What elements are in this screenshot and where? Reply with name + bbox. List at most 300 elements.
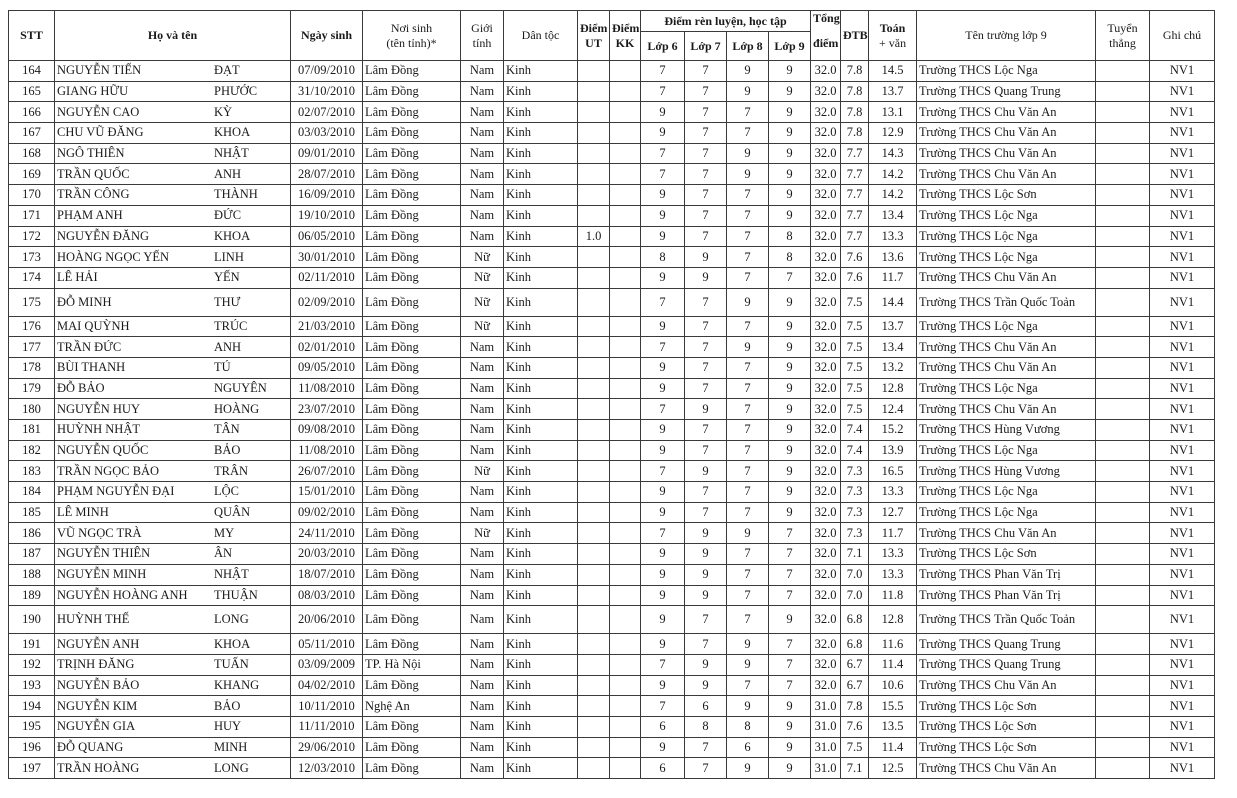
cell-truong: Trường THCS Quang Trung bbox=[917, 654, 1096, 675]
cell-lop9: 7 bbox=[769, 267, 811, 288]
cell-ngay-sinh: 31/10/2010 bbox=[291, 81, 363, 102]
col-diem-kk bbox=[610, 11, 641, 61]
cell-ten: TÂN bbox=[214, 422, 240, 437]
cell-ho-ten bbox=[55, 634, 291, 655]
table-row bbox=[9, 143, 1215, 164]
cell-dtb: 7.5 bbox=[841, 288, 869, 316]
cell-ho: NGUYỄN HOÀNG ANH bbox=[57, 587, 188, 602]
cell-ngay-sinh: 23/07/2010 bbox=[291, 399, 363, 420]
cell-diem-ut bbox=[578, 482, 610, 503]
col-lop6: Lớp 6 bbox=[641, 32, 685, 61]
cell-dan-toc: Kinh bbox=[504, 81, 578, 102]
cell-lop6: 9 bbox=[641, 634, 685, 655]
cell-ten: TRÚC bbox=[214, 318, 248, 333]
table-row bbox=[9, 226, 1215, 247]
cell-dtb: 7.8 bbox=[841, 102, 869, 123]
cell-tuyen-thang bbox=[1096, 606, 1150, 634]
cell-gioi-tinh: Nam bbox=[461, 758, 504, 779]
cell-truong: Trường THCS Phan Văn Trị bbox=[917, 585, 1096, 606]
cell-lop9: 7 bbox=[769, 634, 811, 655]
cell-ten: KHOA bbox=[214, 636, 251, 651]
cell-lop8: 7 bbox=[727, 461, 769, 482]
cell-truong: Trường THCS Lộc Sơn bbox=[917, 185, 1096, 206]
cell-ten: KHANG bbox=[214, 677, 260, 692]
cell-noi-sinh: Lâm Đồng bbox=[363, 482, 461, 503]
cell-toan-van: 15.2 bbox=[869, 420, 917, 441]
cell-truong: Trường THCS Lộc Nga bbox=[917, 316, 1096, 337]
cell-diem-kk bbox=[610, 185, 641, 206]
cell-gioi-tinh: Nam bbox=[461, 654, 504, 675]
cell-ho: BÙI THANH bbox=[57, 360, 126, 375]
cell-ho: TRẦN QUỐC bbox=[57, 166, 130, 181]
cell-ten: LONG bbox=[214, 760, 249, 775]
col-gioi-tinh-line2: tính bbox=[472, 35, 492, 50]
cell-stt: 181 bbox=[9, 420, 55, 441]
cell-ho: NGUYỄN TIẾN bbox=[57, 63, 142, 78]
cell-lop6: 9 bbox=[641, 585, 685, 606]
cell-ngay-sinh: 20/03/2010 bbox=[291, 544, 363, 565]
cell-tong-diem: 32.0 bbox=[811, 337, 841, 358]
cell-tuyen-thang bbox=[1096, 502, 1150, 523]
cell-truong: Trường THCS Lộc Nga bbox=[917, 226, 1096, 247]
cell-diem-ut bbox=[578, 758, 610, 779]
cell-lop7: 7 bbox=[685, 164, 727, 185]
cell-lop9: 9 bbox=[769, 420, 811, 441]
cell-ghi-chu: NV1 bbox=[1150, 440, 1215, 461]
cell-ngay-sinh: 28/07/2010 bbox=[291, 164, 363, 185]
cell-ngay-sinh: 03/03/2010 bbox=[291, 123, 363, 144]
cell-noi-sinh: Lâm Đồng bbox=[363, 357, 461, 378]
cell-lop6: 9 bbox=[641, 564, 685, 585]
cell-diem-kk bbox=[610, 337, 641, 358]
table-row bbox=[9, 399, 1215, 420]
cell-dtb: 7.3 bbox=[841, 502, 869, 523]
cell-ngay-sinh: 20/06/2010 bbox=[291, 606, 363, 634]
cell-lop6: 6 bbox=[641, 758, 685, 779]
cell-diem-ut bbox=[578, 143, 610, 164]
cell-tong-diem: 32.0 bbox=[811, 81, 841, 102]
cell-stt: 173 bbox=[9, 247, 55, 268]
cell-ngay-sinh: 16/09/2010 bbox=[291, 185, 363, 206]
cell-diem-kk bbox=[610, 123, 641, 144]
cell-stt: 194 bbox=[9, 696, 55, 717]
cell-ghi-chu: NV1 bbox=[1150, 205, 1215, 226]
cell-gioi-tinh: Nam bbox=[461, 378, 504, 399]
cell-lop8: 9 bbox=[727, 81, 769, 102]
cell-lop8: 9 bbox=[727, 696, 769, 717]
cell-ho-ten bbox=[55, 654, 291, 675]
cell-stt: 174 bbox=[9, 267, 55, 288]
cell-stt: 166 bbox=[9, 102, 55, 123]
cell-lop9: 9 bbox=[769, 337, 811, 358]
cell-dan-toc: Kinh bbox=[504, 737, 578, 758]
cell-ho: MAI QUỲNH bbox=[57, 318, 130, 333]
cell-tong-diem: 32.0 bbox=[811, 164, 841, 185]
cell-ho-ten bbox=[55, 523, 291, 544]
cell-diem-ut bbox=[578, 606, 610, 634]
cell-diem-kk bbox=[610, 564, 641, 585]
cell-toan-van: 13.5 bbox=[869, 716, 917, 737]
cell-ghi-chu: NV1 bbox=[1150, 716, 1215, 737]
cell-dtb: 7.0 bbox=[841, 585, 869, 606]
cell-lop9: 9 bbox=[769, 716, 811, 737]
cell-ghi-chu: NV1 bbox=[1150, 420, 1215, 441]
cell-ten: LINH bbox=[214, 249, 244, 264]
cell-ten: NHẬT bbox=[214, 567, 249, 582]
cell-diem-ut bbox=[578, 696, 610, 717]
cell-lop9: 7 bbox=[769, 564, 811, 585]
cell-lop7: 7 bbox=[685, 81, 727, 102]
cell-lop6: 9 bbox=[641, 502, 685, 523]
cell-lop8: 7 bbox=[727, 585, 769, 606]
cell-toan-van: 13.3 bbox=[869, 226, 917, 247]
cell-tuyen-thang bbox=[1096, 316, 1150, 337]
cell-lop9: 9 bbox=[769, 288, 811, 316]
table-row bbox=[9, 675, 1215, 696]
col-lop8: Lớp 8 bbox=[727, 32, 769, 61]
cell-ghi-chu: NV1 bbox=[1150, 226, 1215, 247]
cell-diem-kk bbox=[610, 482, 641, 503]
cell-tuyen-thang bbox=[1096, 337, 1150, 358]
cell-toan-van: 12.8 bbox=[869, 378, 917, 399]
cell-diem-ut bbox=[578, 675, 610, 696]
cell-tuyen-thang bbox=[1096, 226, 1150, 247]
cell-lop9: 9 bbox=[769, 316, 811, 337]
cell-gioi-tinh: Nữ bbox=[461, 267, 504, 288]
cell-diem-ut bbox=[578, 378, 610, 399]
cell-ho-ten bbox=[55, 544, 291, 565]
cell-ngay-sinh: 08/03/2010 bbox=[291, 585, 363, 606]
cell-stt: 167 bbox=[9, 123, 55, 144]
col-dan-toc: Dân tộc bbox=[504, 11, 578, 61]
cell-dtb: 7.6 bbox=[841, 247, 869, 268]
cell-diem-ut bbox=[578, 654, 610, 675]
cell-toan-van: 13.4 bbox=[869, 205, 917, 226]
cell-ngay-sinh: 07/09/2010 bbox=[291, 61, 363, 82]
cell-dan-toc: Kinh bbox=[504, 205, 578, 226]
cell-diem-kk bbox=[610, 585, 641, 606]
cell-dan-toc: Kinh bbox=[504, 696, 578, 717]
cell-noi-sinh: Lâm Đồng bbox=[363, 737, 461, 758]
table-row bbox=[9, 564, 1215, 585]
cell-lop6: 9 bbox=[641, 420, 685, 441]
cell-ngay-sinh: 11/08/2010 bbox=[291, 440, 363, 461]
cell-toan-van: 11.7 bbox=[869, 267, 917, 288]
table-row bbox=[9, 81, 1215, 102]
cell-lop9: 9 bbox=[769, 461, 811, 482]
col-noi-sinh-line1: Nơi sinh bbox=[390, 20, 433, 35]
cell-lop8: 7 bbox=[727, 123, 769, 144]
cell-lop8: 7 bbox=[727, 185, 769, 206]
cell-tong-diem: 32.0 bbox=[811, 523, 841, 544]
cell-stt: 164 bbox=[9, 61, 55, 82]
cell-ten: LONG bbox=[214, 612, 249, 627]
cell-toan-van: 14.2 bbox=[869, 164, 917, 185]
cell-dtb: 7.7 bbox=[841, 143, 869, 164]
cell-ghi-chu: NV1 bbox=[1150, 606, 1215, 634]
cell-lop9: 7 bbox=[769, 654, 811, 675]
cell-lop7: 7 bbox=[685, 440, 727, 461]
cell-noi-sinh: Nghệ An bbox=[363, 696, 461, 717]
cell-lop9: 8 bbox=[769, 247, 811, 268]
table-header bbox=[9, 11, 1215, 61]
cell-ten: BẢO bbox=[214, 443, 241, 458]
cell-lop9: 9 bbox=[769, 378, 811, 399]
cell-ten: ĐẠT bbox=[214, 63, 240, 78]
cell-diem-kk bbox=[610, 440, 641, 461]
cell-ho-ten bbox=[55, 606, 291, 634]
cell-dtb: 6.8 bbox=[841, 606, 869, 634]
cell-truong: Trường THCS Lộc Sơn bbox=[917, 716, 1096, 737]
cell-dtb: 7.8 bbox=[841, 61, 869, 82]
cell-dtb: 7.1 bbox=[841, 544, 869, 565]
cell-ghi-chu: NV1 bbox=[1150, 482, 1215, 503]
cell-diem-kk bbox=[610, 164, 641, 185]
cell-stt: 183 bbox=[9, 461, 55, 482]
cell-gioi-tinh: Nam bbox=[461, 226, 504, 247]
cell-dan-toc: Kinh bbox=[504, 399, 578, 420]
cell-dan-toc: Kinh bbox=[504, 564, 578, 585]
cell-ten: KỲ bbox=[214, 104, 233, 119]
cell-diem-kk bbox=[610, 420, 641, 441]
table-row bbox=[9, 61, 1215, 82]
cell-ngay-sinh: 30/01/2010 bbox=[291, 247, 363, 268]
cell-diem-kk bbox=[610, 461, 641, 482]
cell-lop9: 9 bbox=[769, 61, 811, 82]
cell-tuyen-thang bbox=[1096, 758, 1150, 779]
cell-lop8: 7 bbox=[727, 205, 769, 226]
cell-dan-toc: Kinh bbox=[504, 337, 578, 358]
cell-diem-ut bbox=[578, 357, 610, 378]
cell-truong: Trường THCS Chu Văn An bbox=[917, 267, 1096, 288]
cell-diem-ut bbox=[578, 461, 610, 482]
cell-tong-diem: 31.0 bbox=[811, 758, 841, 779]
cell-truong: Trường THCS Chu Văn An bbox=[917, 357, 1096, 378]
cell-tuyen-thang bbox=[1096, 675, 1150, 696]
cell-lop6: 7 bbox=[641, 81, 685, 102]
cell-tuyen-thang bbox=[1096, 61, 1150, 82]
cell-dan-toc: Kinh bbox=[504, 185, 578, 206]
cell-ho: NGUYỄN QUỐC bbox=[57, 443, 149, 458]
cell-stt: 178 bbox=[9, 357, 55, 378]
cell-diem-kk bbox=[610, 654, 641, 675]
col-toan-van-line1: Toán bbox=[879, 20, 906, 35]
col-tuyen-thang-line2: thẳng bbox=[1109, 35, 1136, 50]
cell-diem-ut bbox=[578, 61, 610, 82]
cell-diem-kk bbox=[610, 81, 641, 102]
cell-gioi-tinh: Nữ bbox=[461, 247, 504, 268]
cell-lop9: 9 bbox=[769, 357, 811, 378]
cell-ho-ten bbox=[55, 758, 291, 779]
cell-ten: LỘC bbox=[214, 484, 239, 499]
cell-toan-van: 14.3 bbox=[869, 143, 917, 164]
cell-ten: HOÀNG bbox=[214, 401, 260, 416]
cell-lop7: 7 bbox=[685, 102, 727, 123]
cell-tong-diem: 32.0 bbox=[811, 585, 841, 606]
cell-ho-ten bbox=[55, 226, 291, 247]
cell-noi-sinh: Lâm Đồng bbox=[363, 606, 461, 634]
cell-noi-sinh: Lâm Đồng bbox=[363, 316, 461, 337]
cell-gioi-tinh: Nam bbox=[461, 357, 504, 378]
cell-ngay-sinh: 09/02/2010 bbox=[291, 502, 363, 523]
cell-dtb: 7.5 bbox=[841, 357, 869, 378]
cell-lop8: 7 bbox=[727, 544, 769, 565]
cell-ten: MY bbox=[214, 525, 235, 540]
cell-lop8: 9 bbox=[727, 654, 769, 675]
cell-toan-van: 16.5 bbox=[869, 461, 917, 482]
cell-tong-diem: 32.0 bbox=[811, 123, 841, 144]
cell-dan-toc: Kinh bbox=[504, 143, 578, 164]
table-row bbox=[9, 502, 1215, 523]
cell-ghi-chu: NV1 bbox=[1150, 288, 1215, 316]
cell-dtb: 7.6 bbox=[841, 716, 869, 737]
cell-ho: VŨ NGỌC TRÀ bbox=[57, 525, 142, 540]
table-row bbox=[9, 420, 1215, 441]
cell-lop8: 7 bbox=[727, 316, 769, 337]
cell-diem-kk bbox=[610, 544, 641, 565]
cell-ghi-chu: NV1 bbox=[1150, 81, 1215, 102]
cell-truong: Trường THCS Lộc Nga bbox=[917, 440, 1096, 461]
cell-lop9: 9 bbox=[769, 737, 811, 758]
cell-truong: Trường THCS Chu Văn An bbox=[917, 337, 1096, 358]
cell-tong-diem: 32.0 bbox=[811, 267, 841, 288]
cell-noi-sinh: Lâm Đồng bbox=[363, 164, 461, 185]
cell-ngay-sinh: 11/11/2010 bbox=[291, 716, 363, 737]
cell-stt: 179 bbox=[9, 378, 55, 399]
cell-lop8: 6 bbox=[727, 737, 769, 758]
table-row bbox=[9, 737, 1215, 758]
col-diem-ut-line2: UT bbox=[585, 35, 602, 50]
cell-gioi-tinh: Nữ bbox=[461, 461, 504, 482]
cell-gioi-tinh: Nam bbox=[461, 544, 504, 565]
cell-lop9: 9 bbox=[769, 606, 811, 634]
cell-gioi-tinh: Nam bbox=[461, 482, 504, 503]
cell-ghi-chu: NV1 bbox=[1150, 758, 1215, 779]
cell-dtb: 7.7 bbox=[841, 226, 869, 247]
cell-ngay-sinh: 04/02/2010 bbox=[291, 675, 363, 696]
cell-dtb: 7.6 bbox=[841, 267, 869, 288]
cell-stt: 188 bbox=[9, 564, 55, 585]
cell-noi-sinh: Lâm Đồng bbox=[363, 420, 461, 441]
cell-truong: Trường THCS Chu Văn An bbox=[917, 143, 1096, 164]
cell-stt: 187 bbox=[9, 544, 55, 565]
cell-diem-kk bbox=[610, 606, 641, 634]
cell-ho: NGUYỄN CAO bbox=[57, 104, 140, 119]
cell-diem-ut bbox=[578, 716, 610, 737]
cell-lop6: 9 bbox=[641, 440, 685, 461]
cell-lop6: 7 bbox=[641, 399, 685, 420]
cell-lop9: 9 bbox=[769, 502, 811, 523]
cell-noi-sinh: Lâm Đồng bbox=[363, 544, 461, 565]
cell-ten: ANH bbox=[214, 339, 242, 354]
cell-tong-diem: 32.0 bbox=[811, 185, 841, 206]
cell-dtb: 7.5 bbox=[841, 337, 869, 358]
cell-dan-toc: Kinh bbox=[504, 716, 578, 737]
cell-ho-ten bbox=[55, 461, 291, 482]
cell-lop6: 7 bbox=[641, 143, 685, 164]
cell-diem-kk bbox=[610, 378, 641, 399]
cell-gioi-tinh: Nam bbox=[461, 81, 504, 102]
cell-ho: HOÀNG NGỌC YẾN bbox=[57, 249, 170, 264]
col-ho-ten: Họ và tên bbox=[55, 11, 291, 61]
cell-lop7: 7 bbox=[685, 758, 727, 779]
cell-gioi-tinh: Nữ bbox=[461, 523, 504, 544]
cell-ten: ANH bbox=[214, 166, 242, 181]
cell-tuyen-thang bbox=[1096, 461, 1150, 482]
cell-lop9: 9 bbox=[769, 102, 811, 123]
cell-tong-diem: 32.0 bbox=[811, 247, 841, 268]
cell-lop9: 9 bbox=[769, 164, 811, 185]
cell-stt: 197 bbox=[9, 758, 55, 779]
cell-tong-diem: 32.0 bbox=[811, 461, 841, 482]
cell-tong-diem: 32.0 bbox=[811, 288, 841, 316]
cell-lop7: 8 bbox=[685, 716, 727, 737]
cell-ho-ten bbox=[55, 247, 291, 268]
cell-ngay-sinh: 09/08/2010 bbox=[291, 420, 363, 441]
cell-diem-kk bbox=[610, 247, 641, 268]
cell-toan-van: 13.9 bbox=[869, 440, 917, 461]
cell-lop7: 9 bbox=[685, 654, 727, 675]
table-row bbox=[9, 164, 1215, 185]
cell-tuyen-thang bbox=[1096, 143, 1150, 164]
cell-tuyen-thang bbox=[1096, 357, 1150, 378]
cell-ghi-chu: NV1 bbox=[1150, 378, 1215, 399]
cell-ten: NHẬT bbox=[214, 146, 249, 161]
cell-gioi-tinh: Nam bbox=[461, 737, 504, 758]
col-tuyen-thang-line1: Tuyển bbox=[1107, 20, 1138, 35]
cell-gioi-tinh: Nam bbox=[461, 205, 504, 226]
cell-lop6: 9 bbox=[641, 102, 685, 123]
cell-lop6: 9 bbox=[641, 737, 685, 758]
cell-toan-van: 12.5 bbox=[869, 758, 917, 779]
cell-diem-ut: 1.0 bbox=[578, 226, 610, 247]
table-row bbox=[9, 288, 1215, 316]
cell-truong: Trường THCS Lộc Nga bbox=[917, 205, 1096, 226]
cell-lop6: 9 bbox=[641, 378, 685, 399]
cell-ghi-chu: NV1 bbox=[1150, 337, 1215, 358]
cell-diem-kk bbox=[610, 357, 641, 378]
cell-ngay-sinh: 19/10/2010 bbox=[291, 205, 363, 226]
cell-gioi-tinh: Nữ bbox=[461, 288, 504, 316]
cell-tuyen-thang bbox=[1096, 716, 1150, 737]
cell-lop6: 7 bbox=[641, 461, 685, 482]
cell-ghi-chu: NV1 bbox=[1150, 737, 1215, 758]
cell-toan-van: 12.8 bbox=[869, 606, 917, 634]
cell-ho: NGUYỄN KIM bbox=[57, 698, 138, 713]
cell-lop6: 9 bbox=[641, 205, 685, 226]
cell-ho-ten bbox=[55, 61, 291, 82]
table-row bbox=[9, 654, 1215, 675]
cell-lop6: 7 bbox=[641, 61, 685, 82]
col-toan-van bbox=[869, 11, 917, 61]
cell-ho-ten bbox=[55, 102, 291, 123]
cell-gioi-tinh: Nữ bbox=[461, 316, 504, 337]
cell-lop8: 9 bbox=[727, 758, 769, 779]
cell-truong: Trường THCS Chu Văn An bbox=[917, 399, 1096, 420]
cell-ho-ten bbox=[55, 205, 291, 226]
cell-diem-ut bbox=[578, 164, 610, 185]
cell-ghi-chu: NV1 bbox=[1150, 316, 1215, 337]
cell-ghi-chu: NV1 bbox=[1150, 102, 1215, 123]
cell-dan-toc: Kinh bbox=[504, 357, 578, 378]
cell-diem-kk bbox=[610, 61, 641, 82]
cell-lop6: 9 bbox=[641, 544, 685, 565]
cell-lop7: 7 bbox=[685, 337, 727, 358]
cell-ngay-sinh: 03/09/2009 bbox=[291, 654, 363, 675]
cell-toan-van: 10.6 bbox=[869, 675, 917, 696]
cell-dan-toc: Kinh bbox=[504, 634, 578, 655]
cell-lop9: 8 bbox=[769, 226, 811, 247]
